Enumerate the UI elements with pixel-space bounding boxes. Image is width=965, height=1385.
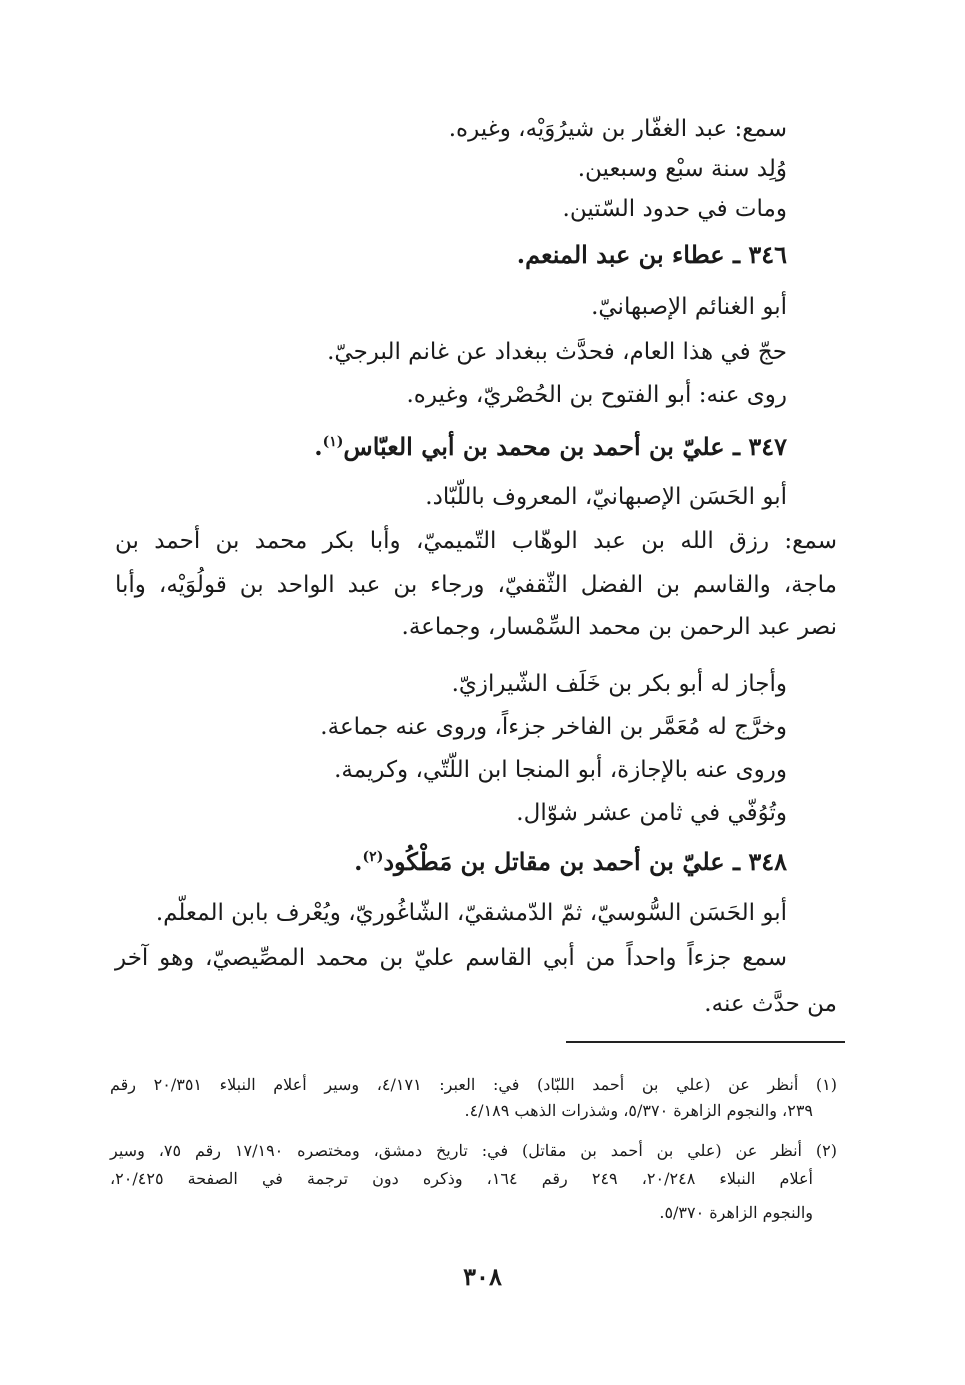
page-number: ٣٠٨	[463, 1262, 502, 1291]
text-line: أبو الغنائم الإصبهانيّ.	[591, 294, 787, 320]
text-line: ماجة، والقاسم بن الفضل الثّقفيّ، ورجاء بن عبد الواحد بن قولُوَيْه، وأبا	[115, 572, 837, 598]
entry-heading-348	[354, 840, 787, 874]
text-line: نصر عبد الرحمن بن محمد السِّمْسار، وجماعة.	[401, 614, 837, 640]
text-line: وأجاز له أبو بكر بن خَلَف الشّيرازيّ.	[451, 671, 787, 697]
text-line: سمع: عبد الغفّار بن شيرُوَيْه، وغيره.	[448, 116, 787, 142]
text-line: أبو الحَسَن الإصبهانيّ، المعروف باللّبّاد.	[425, 484, 787, 510]
text-line: ومات في حدود السّتين.	[562, 196, 787, 222]
text-line: وروى عنه بالإجازة، أبو المنجا ابن اللّتّي، وكريمة.	[334, 757, 787, 783]
text-line: وُلِد سنة سبْع وسبعين.	[577, 156, 787, 182]
heading-text: ٣٤٨ ـ عليّ بن أحمد بن مقاتل بن مَطْكُود	[383, 847, 787, 876]
text-line: وخرَّج له مُعَمَّر بن الفاخر جزءاً، وروى عنه جماعة.	[320, 714, 787, 740]
footnote-ref-2: (٢)	[362, 849, 384, 865]
footnote-line: ٢٣٩، والنجوم الزاهرة ٥/٣٧٠، وشذرات الذهب ٤/١٨٩.	[464, 1101, 813, 1120]
footnote-separator	[566, 1041, 845, 1043]
footnote-line: والنجوم الزاهرة ٥/٣٧٠.	[659, 1203, 813, 1222]
footnote-line: (١) أنظر عن (علي بن أحمد اللبّاد) في: العبر: ٤/١٧١، وسير أعلام النبلاء ٢٠/٣٥١ رقم	[110, 1075, 838, 1094]
text-line: وتُوُفّي في ثامن عشر شوّال.	[516, 800, 787, 826]
footnote-line: أعلام النبلاء ٢٠/٢٤٨، ٢٤٩ رقم ١٦٤، وذكره دون ترجمة في الصفحة ٢٠/٤٢٥،	[110, 1169, 813, 1188]
text-line: أبو الحَسَن السُّوسيّ، ثمّ الدّمشقيّ، الشّاغُوريّ، ويُعْرف بابن المعلّم.	[155, 900, 787, 926]
heading-period: .	[314, 432, 323, 461]
text-line: حجّ في هذا العام، فحدَّث ببغداد عن غانم البرجيّ.	[327, 339, 787, 365]
text-line: من حدَّث عنه.	[704, 991, 837, 1017]
footnote-line: (٢) أنظر عن (علي بن أحمد بن مقاتل) في: تاريخ دمشق، ومختصره ١٧/١٩٠ رقم ٧٥، وسير	[110, 1141, 837, 1160]
text-line: سمع جزءاً واحداً من أبي القاسم عليّ بن محمد المصِّيصيّ، وهو آخر	[115, 945, 787, 971]
text-line: روى عنه: أبو الفتوح بن الحُصْريّ، وغيره.	[406, 382, 787, 408]
heading-period: .	[354, 847, 363, 876]
heading-text: ٣٤٧ ـ عليّ بن أحمد بن محمد بن أبي العبّاس	[343, 432, 787, 461]
footnote-ref-1: (١)	[322, 434, 344, 450]
text-line: سمع: رزق الله بن عبد الوهّاب التّميميّ، وأبا بكر محمد بن أحمد بن	[115, 528, 837, 554]
entry-heading-347	[314, 425, 787, 459]
entry-heading-346: ٣٤٦ ـ عطاء بن عبد المنعم.	[516, 240, 787, 269]
